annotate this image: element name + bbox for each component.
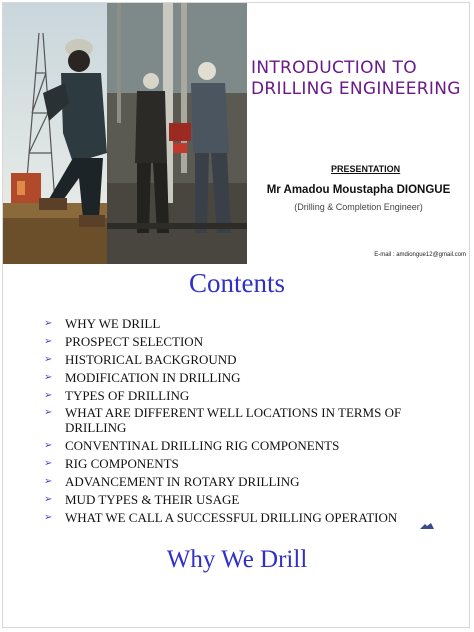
arrow-bullet-icon: ➢ — [44, 407, 53, 419]
list-item — [44, 510, 424, 525]
arrow-bullet-icon: ➢ — [44, 440, 53, 452]
list-item-text: RIG COMPONENTS — [65, 456, 179, 472]
list-item — [44, 405, 424, 435]
list-item-text: TYPES OF DRILLING — [65, 387, 190, 403]
contents-heading: Contents — [188, 268, 285, 298]
list-item-text: MUD TYPES & THEIR USAGE — [65, 492, 240, 508]
arrow-bullet-icon: ➢ — [44, 458, 53, 470]
list-item-text: WHAT ARE DIFFERENT WELL LOCATIONS IN TERMS OF DRILLING — [65, 405, 402, 436]
list-item — [44, 352, 424, 367]
list-item — [44, 316, 424, 331]
arrow-bullet-icon: ➢ — [44, 353, 53, 365]
driller-on-rig-photo — [3, 3, 107, 264]
arrow-bullet-icon: ➢ — [44, 476, 53, 488]
list-item-text: CONVENTINAL DRILLING RIG COMPONENTS — [65, 438, 340, 454]
title-line-1: INTRODUCTION TO — [251, 58, 417, 78]
presentation-title — [251, 58, 466, 100]
arrow-bullet-icon: ➢ — [44, 371, 53, 383]
list-item-text: WHY WE DRILL — [65, 316, 161, 331]
author-name: Mr Amadou Moustapha DIONGUE — [266, 184, 451, 196]
list-item — [44, 456, 424, 471]
why-we-drill-heading: Why We Drill — [166, 546, 308, 573]
arrow-bullet-icon: ➢ — [44, 494, 53, 506]
author-email: E-mail : amdiongue12@gmail.com — [374, 252, 466, 258]
arrow-bullet-icon: ➢ — [44, 511, 53, 523]
presentation-label: PRESENTATION — [331, 164, 401, 174]
arrow-bullet-icon: ➢ — [44, 389, 53, 401]
list-item — [44, 438, 424, 453]
list-item-text: ADVANCEMENT IN ROTARY DRILLING — [65, 474, 300, 490]
slide-nav-icon[interactable] — [419, 517, 435, 535]
contents-list — [44, 316, 424, 528]
list-item-text: HISTORICAL BACKGROUND — [65, 351, 237, 367]
list-item — [44, 492, 424, 507]
list-item-text: PROSPECT SELECTION — [65, 333, 204, 349]
list-item — [44, 334, 424, 349]
arrow-bullet-icon: ➢ — [44, 318, 53, 329]
list-item-text: WHAT WE CALL A SUCCESSFUL DRILLING OPERATION — [65, 509, 398, 525]
rig-floor-workers-photo — [107, 3, 247, 264]
title-slide — [3, 3, 470, 264]
title-line-2: DRILLING ENGINEERING — [251, 79, 461, 99]
arrow-bullet-icon: ➢ — [44, 335, 53, 347]
list-item — [44, 388, 424, 403]
list-item-text: MODIFICATION IN DRILLING — [65, 369, 241, 385]
list-item — [44, 474, 424, 489]
list-item — [44, 370, 424, 385]
author-role: (Drilling & Completion Engineer) — [294, 202, 423, 212]
